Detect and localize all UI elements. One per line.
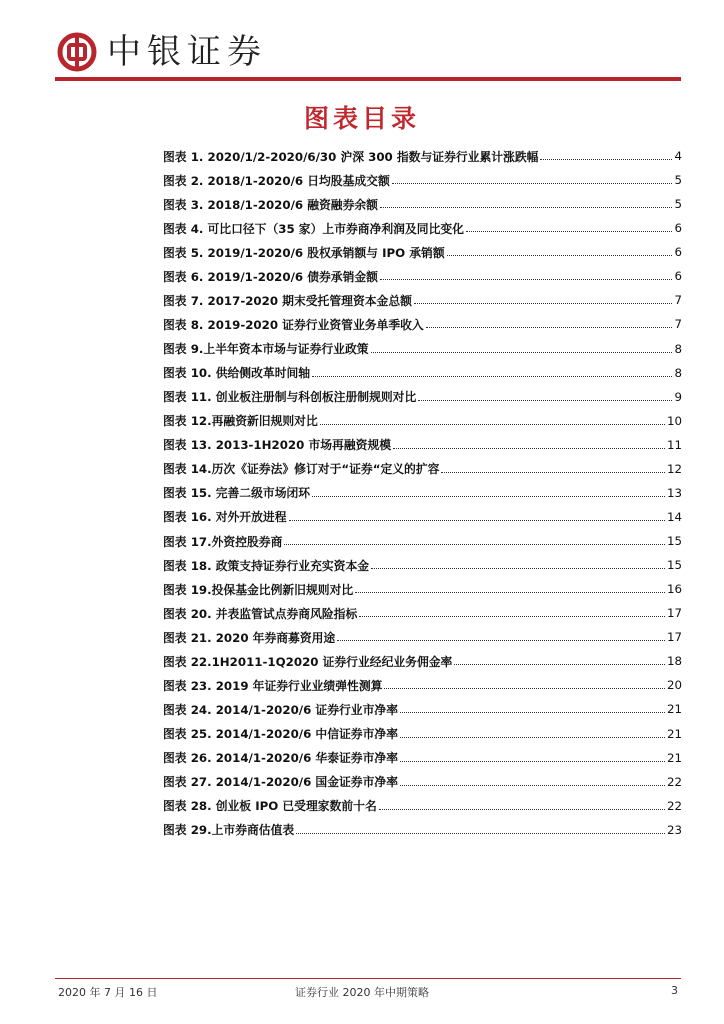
toc-entry[interactable] — [163, 673, 682, 697]
toc-entry-label: 图表 27. 2014/1-2020/6 国金证券市净率 — [163, 775, 398, 790]
toc-entry[interactable] — [163, 625, 682, 649]
toc-dot-leader — [379, 808, 665, 810]
toc-dot-leader — [380, 206, 673, 208]
toc-entry-label: 图表 15. 完善二级市场闭环 — [163, 486, 311, 501]
toc-entry-page: 15 — [666, 558, 682, 573]
toc-entry[interactable] — [163, 770, 682, 794]
toc-dot-leader — [426, 326, 673, 328]
toc-dot-leader — [355, 591, 665, 593]
toc-entry-page: 20 — [666, 678, 682, 693]
header-rule — [55, 77, 681, 81]
toc-entry[interactable] — [163, 697, 682, 721]
toc-dot-leader — [284, 543, 665, 545]
toc-entry-label: 图表 9.上半年资本市场与证券行业政策 — [163, 342, 369, 357]
toc-entry[interactable] — [163, 577, 682, 601]
toc-dot-leader — [312, 495, 665, 497]
toc-entry-label: 图表 5. 2019/1-2020/6 股权承销额与 IPO 承销额 — [163, 245, 445, 260]
toc-entry-label: 图表 18. 政策支持证券行业充实资本金 — [163, 558, 370, 573]
toc-entry[interactable] — [163, 457, 682, 481]
toc-entry-page: 12 — [666, 461, 682, 476]
toc-entry-label: 图表 8. 2019-2020 证券行业资管业务单季收入 — [163, 317, 424, 332]
toc-dot-leader — [312, 375, 672, 377]
toc-entry[interactable] — [163, 144, 682, 168]
toc-entry-label: 图表 2. 2018/1-2020/6 日均股基成交额 — [163, 173, 390, 188]
toc-dot-leader — [400, 784, 665, 786]
toc-entry-label: 图表 1. 2020/1/2-2020/6/30 沪深 300 指数与证券行业累计涨跌幅 — [163, 149, 539, 164]
toc-entry[interactable] — [163, 505, 682, 529]
toc-entry-label: 图表 13. 2013-1H2020 市场再融资规模 — [163, 438, 392, 453]
toc-entry-page: 8 — [674, 365, 682, 380]
toc-entry-page: 7 — [674, 317, 682, 332]
toc-entry[interactable] — [163, 746, 682, 770]
toc-entry-label: 图表 14.历次《证券法》修订对于“证券“定义的扩容 — [163, 462, 440, 477]
toc-entry-page: 21 — [666, 726, 682, 741]
toc-entry[interactable] — [163, 553, 682, 577]
footer-report-title: 证券行业 2020 年中期策略 — [295, 986, 429, 999]
toc-entry-page: 22 — [666, 774, 682, 789]
toc-dot-leader — [454, 663, 665, 665]
toc-entry-page: 6 — [674, 269, 682, 284]
page-title: 图表目录 — [303, 104, 420, 133]
toc-entry-label: 图表 25. 2014/1-2020/6 中信证券市净率 — [163, 727, 398, 742]
toc-entry-label: 图表 3. 2018/1-2020/6 融资融券余额 — [163, 197, 378, 212]
toc-entry-page: 4 — [674, 149, 682, 164]
toc-dot-leader — [380, 278, 673, 280]
toc-entry-label: 图表 16. 对外开放进程 — [163, 510, 287, 525]
toc-dot-leader — [359, 615, 665, 617]
toc-dot-leader — [447, 254, 673, 256]
toc-entry-label: 图表 7. 2017-2020 期末受托管理资本金总额 — [163, 293, 412, 308]
toc-dot-leader — [418, 399, 672, 401]
toc-dot-leader — [393, 447, 665, 449]
header-logo — [57, 30, 267, 74]
toc-entry-page: 15 — [666, 534, 682, 549]
footer-page-number: 3 — [671, 984, 678, 997]
toc-dot-leader — [400, 760, 665, 762]
toc-entry-page: 7 — [674, 293, 682, 308]
toc-entry-page: 6 — [674, 245, 682, 260]
toc-entry-page: 9 — [674, 389, 682, 404]
toc-entry-label: 图表 10. 供给侧改革时间轴 — [163, 366, 311, 381]
toc-dot-leader — [441, 471, 665, 473]
toc-entry[interactable] — [163, 385, 682, 409]
toc-entry-label: 图表 28. 创业板 IPO 已受理家数前十名 — [163, 799, 377, 814]
toc-entry-label: 图表 21. 2020 年券商募资用途 — [163, 630, 336, 645]
toc-dot-leader — [400, 711, 665, 713]
toc-entry[interactable] — [163, 240, 682, 264]
toc-dot-leader — [400, 736, 665, 738]
footer-date: 2020 年 7 月 16 日 — [58, 986, 158, 999]
toc-entry-page: 5 — [674, 197, 682, 212]
toc-entry[interactable] — [163, 361, 682, 385]
toc-entry-label: 图表 24. 2014/1-2020/6 证券行业市净率 — [163, 702, 398, 717]
toc-entry-page: 21 — [666, 702, 682, 717]
toc-entry-label: 图表 17.外资控股券商 — [163, 534, 283, 549]
toc-dot-leader — [371, 351, 673, 353]
toc-entry[interactable] — [163, 794, 682, 818]
brand-name: 中银证券 — [107, 32, 267, 72]
toc-entry-page: 11 — [666, 437, 682, 452]
toc-dot-leader — [320, 423, 665, 425]
toc-dot-leader — [289, 519, 665, 521]
toc-entry[interactable] — [163, 722, 682, 746]
boc-coin-logo-icon — [57, 32, 97, 72]
toc-entry-label: 图表 11. 创业板注册制与科创板注册制规则对比 — [163, 390, 417, 405]
footer-rule — [55, 978, 681, 979]
toc-entry[interactable] — [163, 337, 682, 361]
toc-entry-page: 6 — [674, 221, 682, 236]
toc-entry[interactable] — [163, 481, 682, 505]
toc-entry-page: 17 — [666, 630, 682, 645]
toc-entry[interactable] — [163, 192, 682, 216]
toc-entry-page: 23 — [666, 822, 682, 837]
toc-entry-label: 图表 4. 可比口径下（35 家）上市券商净利润及同比变化 — [163, 221, 464, 236]
toc-entry[interactable] — [163, 529, 682, 553]
toc-entry[interactable] — [163, 264, 682, 288]
toc-entry[interactable] — [163, 433, 682, 457]
toc-entry-page: 13 — [666, 485, 682, 500]
toc-entry[interactable] — [163, 409, 682, 433]
toc-entry-page: 21 — [666, 750, 682, 765]
toc-entry-page: 8 — [674, 341, 682, 356]
toc-entry[interactable] — [163, 312, 682, 336]
toc-entry[interactable] — [163, 288, 682, 312]
toc-dot-leader — [392, 182, 673, 184]
toc-dot-leader — [414, 302, 673, 304]
toc-entry-label: 图表 23. 2019 年证券行业业绩弹性测算 — [163, 678, 383, 693]
toc-entry-page: 14 — [666, 509, 682, 524]
toc-dot-leader — [384, 687, 665, 689]
table-of-figures — [163, 144, 682, 842]
toc-entry[interactable] — [163, 168, 682, 192]
toc-entry[interactable] — [163, 216, 682, 240]
toc-entry-label: 图表 22.1H2011-1Q2020 证券行业经纪业务佣金率 — [163, 654, 453, 669]
toc-entry-label: 图表 19.投保基金比例新旧规则对比 — [163, 582, 354, 597]
toc-entry-page: 22 — [666, 798, 682, 813]
toc-entry[interactable] — [163, 818, 682, 842]
toc-dot-leader — [540, 158, 672, 160]
toc-entry-page: 16 — [666, 582, 682, 597]
toc-entry-label: 图表 20. 并表监管试点券商风险指标 — [163, 606, 358, 621]
toc-dot-leader — [337, 639, 665, 641]
toc-entry-page: 5 — [674, 173, 682, 188]
toc-dot-leader — [296, 832, 665, 834]
toc-entry[interactable] — [163, 649, 682, 673]
toc-entry-page: 18 — [666, 654, 682, 669]
toc-entry-label: 图表 29.上市券商估值表 — [163, 823, 295, 838]
toc-dot-leader — [466, 230, 673, 232]
toc-entry-page: 17 — [666, 606, 682, 621]
toc-entry-label: 图表 12.再融资新旧规则对比 — [163, 414, 318, 429]
toc-entry-label: 图表 6. 2019/1-2020/6 债券承销金额 — [163, 269, 378, 284]
toc-entry-label: 图表 26. 2014/1-2020/6 华泰证券市净率 — [163, 751, 398, 766]
toc-dot-leader — [371, 567, 665, 569]
toc-entry[interactable] — [163, 601, 682, 625]
toc-entry-page: 10 — [666, 413, 682, 428]
